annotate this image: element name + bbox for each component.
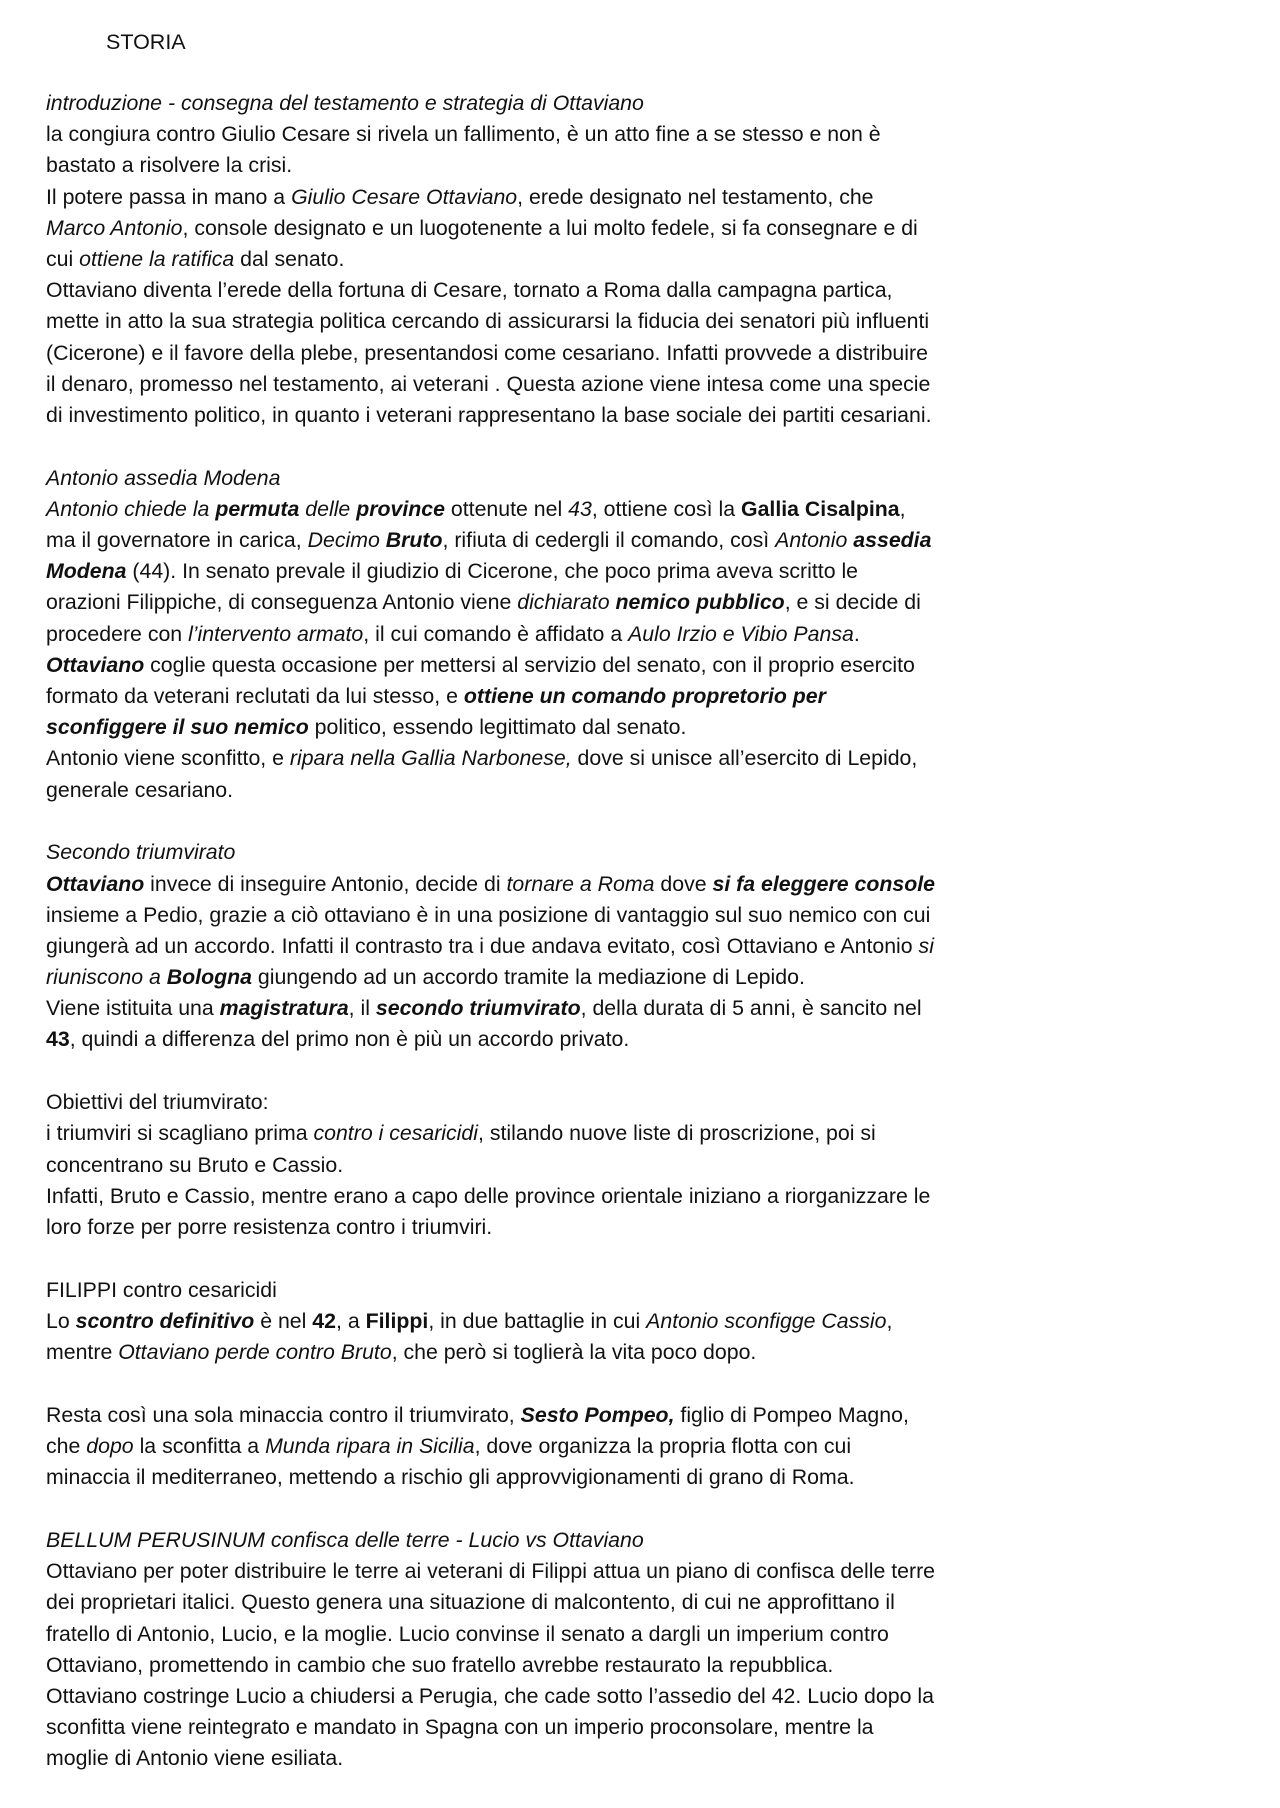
text-segment: Gallia Cisalpina xyxy=(741,496,900,521)
text-segment: (Cicerone) e il favore della plebe, presentandosi come cesariano. Infatti provvede a distribuire xyxy=(46,340,928,365)
text-segment: politico, essendo legittimato dal senato. xyxy=(308,715,687,740)
text-segment: loro forze per porre resistenza contro i triumviri. xyxy=(46,1214,493,1239)
text-segment: giungerà ad un accordo. Infatti il contrasto tra i due andava evitato, così Ottaviano e Antonio xyxy=(46,933,919,958)
text-segment: dichiarato xyxy=(517,590,616,615)
text-segment: Marco Antonio xyxy=(46,215,183,240)
text-segment: si xyxy=(918,933,934,958)
text-line xyxy=(46,1337,1046,1368)
text-segment: la sconfitta a xyxy=(133,1434,266,1459)
text-line xyxy=(46,1087,1046,1118)
text-segment: i triumviri si scagliano prima xyxy=(46,1121,314,1146)
text-line xyxy=(46,463,1046,494)
text-segment: cui xyxy=(46,246,80,271)
text-segment: invece di inseguire Antonio, decide di xyxy=(144,871,507,896)
text-segment: delle xyxy=(299,496,357,521)
text-line xyxy=(46,119,1046,150)
text-segment: Infatti, Bruto e Cassio, mentre erano a capo delle province orientale iniziano a riorganizzare le xyxy=(46,1183,931,1208)
text-segment: FILIPPI contro cesaricidi xyxy=(46,1277,277,1302)
text-segment: magistratura xyxy=(219,996,349,1021)
text-segment: secondo triumvirato xyxy=(375,996,581,1021)
text-line xyxy=(46,1275,1046,1306)
text-segment: moglie di Antonio viene esiliata. xyxy=(46,1746,344,1771)
text-line xyxy=(46,306,1046,337)
text-segment: , della durata di 5 anni, è sancito nel xyxy=(580,996,922,1021)
text-segment: è nel xyxy=(254,1308,313,1333)
text-segment: , xyxy=(899,496,906,521)
text-segment: minaccia il mediterraneo, mettendo a rischio gli approvvigionamenti di grano di Roma. xyxy=(46,1465,855,1490)
text-line xyxy=(46,650,1046,681)
text-segment: Antonio viene sconfitto, e xyxy=(46,746,290,771)
text-line xyxy=(46,1181,1046,1212)
text-segment: procedere con xyxy=(46,621,189,646)
text-line xyxy=(46,1400,1046,1431)
text-segment: sconfitta viene reintegrato e mandato in Spagna con un imperio proconsolare, mentre la xyxy=(46,1715,874,1740)
text-line xyxy=(46,837,1046,868)
text-segment: nemico pubblico xyxy=(615,590,785,615)
text-line xyxy=(46,1556,1046,1587)
text-segment: figlio di Pompeo Magno, xyxy=(674,1402,909,1427)
text-line xyxy=(46,88,1046,119)
paragraph-gap xyxy=(46,1368,1046,1400)
text-line xyxy=(46,1619,1046,1650)
text-line xyxy=(46,681,1046,712)
text-line xyxy=(46,1525,1046,1556)
text-segment: Secondo triumvirato xyxy=(46,840,236,865)
text-line xyxy=(46,150,1046,181)
text-segment: Obiettivi del triumvirato: xyxy=(46,1090,269,1115)
text-segment: che xyxy=(46,1434,87,1459)
text-segment: mette in atto la sua strategia politica cercando di assicurarsi la fiducia dei senatori più influenti xyxy=(46,309,930,334)
text-line xyxy=(46,743,1046,774)
text-segment: dei proprietari italici. Questo genera una situazione di malcontento, di cui ne approfittano il xyxy=(46,1590,895,1615)
text-segment: ma il governatore in carica, xyxy=(46,528,308,553)
text-segment: Antonio assedia Modena xyxy=(46,465,281,490)
paragraph-gap xyxy=(46,431,1046,463)
text-segment: . xyxy=(853,621,860,646)
text-segment: il denaro, promesso nel testamento, ai veterani . Questa azione viene intesa come una specie xyxy=(46,371,931,396)
text-line xyxy=(46,1150,1046,1181)
text-segment: Viene istituita una xyxy=(46,996,220,1021)
text-segment: Ottaviano xyxy=(46,652,145,677)
text-segment: la congiura contro Giulio Cesare si rivela un fallimento, è un atto fine a se stesso e non è xyxy=(46,122,881,147)
text-line xyxy=(46,1650,1046,1681)
text-segment: , in due battaglie in cui xyxy=(428,1308,647,1333)
text-segment: , e si decide di xyxy=(784,590,921,615)
text-segment: , che però si toglierà la vita poco dopo. xyxy=(391,1340,757,1365)
text-line xyxy=(46,1306,1046,1337)
text-segment: Ottaviano per poter distribuire le terre ai veterani di Filippi attua un piano di confisca delle terre xyxy=(46,1559,936,1584)
text-line xyxy=(46,775,1046,806)
text-line xyxy=(46,1743,1046,1774)
text-line xyxy=(46,182,1046,213)
text-line xyxy=(46,1431,1046,1462)
text-segment: Bologna xyxy=(166,965,252,990)
text-segment: , ottiene così la xyxy=(591,496,741,521)
text-segment: assedia xyxy=(853,528,932,553)
text-segment: mentre xyxy=(46,1340,119,1365)
text-line xyxy=(46,1681,1046,1712)
text-segment: Antonio sconfigge Cassio xyxy=(646,1308,887,1333)
text-segment: Lo xyxy=(46,1308,76,1333)
text-segment: 42 xyxy=(312,1308,336,1333)
text-segment: tornare a Roma xyxy=(506,871,655,896)
text-line xyxy=(46,619,1046,650)
text-line xyxy=(46,556,1046,587)
text-line xyxy=(46,587,1046,618)
text-segment: dove si unisce all’esercito di Lepido, xyxy=(571,746,918,771)
text-segment: scontro definitivo xyxy=(75,1308,255,1333)
text-segment: , erede designato nel testamento, che xyxy=(517,184,874,209)
document-body xyxy=(46,88,1046,1775)
text-segment: sconfiggere il suo nemico xyxy=(46,715,309,740)
text-segment: Ottaviano, promettendo in cambio che suo fratello avrebbe restaurato la repubblica. xyxy=(46,1652,834,1677)
text-segment: Filippi xyxy=(365,1308,429,1333)
text-segment: , rifiuta di cedergli il comando, così xyxy=(442,528,776,553)
text-segment: province xyxy=(356,496,445,521)
paragraph-gap xyxy=(46,1243,1046,1275)
text-segment: Ottaviano perde contro Bruto xyxy=(118,1340,392,1365)
text-line xyxy=(46,213,1046,244)
text-segment: Giulio Cesare Ottaviano xyxy=(291,184,518,209)
text-line xyxy=(46,900,1046,931)
text-line xyxy=(46,962,1046,993)
text-segment: Bruto xyxy=(385,528,443,553)
text-segment: BELLUM PERUSINUM confisca delle terre - Lucio vs Ottaviano xyxy=(46,1528,644,1553)
text-segment: Aulo Irzio e Vibio Pansa xyxy=(628,621,854,646)
text-segment: Ottaviano costringe Lucio a chiudersi a Perugia, che cade sotto l’assedio del 42. Lucio dopo la xyxy=(46,1684,934,1708)
text-segment: Sesto Pompeo, xyxy=(520,1402,675,1427)
page-title: STORIA xyxy=(106,30,186,54)
text-segment: Antonio xyxy=(775,528,854,553)
text-segment: , xyxy=(886,1308,893,1333)
text-line xyxy=(46,338,1046,369)
text-line xyxy=(46,1118,1046,1149)
paragraph-gap xyxy=(46,1493,1046,1525)
text-segment: dal senato. xyxy=(234,246,345,271)
text-line xyxy=(46,369,1046,400)
text-segment: , dove organizza la propria flotta con cui xyxy=(474,1434,852,1459)
text-segment: riuniscono a xyxy=(46,965,167,990)
text-segment: , il xyxy=(348,996,376,1021)
text-segment: ottiene la ratifica xyxy=(79,246,235,271)
text-line xyxy=(46,931,1046,962)
text-segment: (44). In senato prevale il giudizio di Cicerone, che poco prima aveva scritto le xyxy=(126,559,859,584)
text-line xyxy=(46,525,1046,556)
text-segment: dopo xyxy=(86,1434,134,1459)
text-line xyxy=(46,400,1046,431)
text-line xyxy=(46,993,1046,1024)
text-segment: Il potere passa in mano a xyxy=(46,184,292,209)
text-segment: , console designato e un luogotenente a lui molto fedele, si fa consegnare e di xyxy=(182,215,918,240)
text-line xyxy=(46,1462,1046,1493)
text-segment: di investimento politico, in quanto i veterani rappresentano la base sociale dei partiti cesariani. xyxy=(46,402,932,427)
text-segment: , stilando nuove liste di proscrizione, poi si xyxy=(478,1121,876,1146)
text-line xyxy=(46,244,1046,275)
text-segment: , quindi a differenza del primo non è più un accordo privato. xyxy=(69,1027,630,1052)
text-segment: permuta xyxy=(215,496,300,521)
text-segment: ripara nella Gallia Narbonese, xyxy=(289,746,572,771)
text-line xyxy=(46,1587,1046,1618)
text-segment: Modena xyxy=(46,559,127,584)
text-segment: si fa eleggere console xyxy=(712,871,936,896)
paragraph-gap xyxy=(46,1056,1046,1088)
paragraph-gap xyxy=(46,806,1046,838)
text-line xyxy=(46,275,1046,306)
text-segment: 43 xyxy=(568,496,592,521)
text-segment: , a xyxy=(336,1308,366,1333)
text-line xyxy=(46,1024,1046,1055)
text-segment: Ottaviano xyxy=(46,871,145,896)
text-segment: orazioni Filippiche, di conseguenza Antonio viene xyxy=(46,590,518,615)
text-segment: ottenute nel xyxy=(444,496,569,521)
text-segment: Antonio chiede la xyxy=(46,496,216,521)
text-segment: formato da veterani reclutati da lui stesso, e xyxy=(46,683,464,708)
text-segment: , il cui comando è affidato a xyxy=(363,621,629,646)
text-segment: Ottaviano diventa l’erede della fortuna di Cesare, tornato a Roma dalla campagna partica, xyxy=(46,278,893,303)
text-segment: bastato a risolvere la crisi. xyxy=(46,153,293,178)
text-segment: Munda ripara in Sicilia xyxy=(265,1434,475,1459)
text-segment: ottiene un comando propretorio per xyxy=(463,683,826,708)
text-segment: fratello di Antonio, Lucio, e la moglie. Lucio convinse il senato a dargli un imperium contro xyxy=(46,1621,889,1646)
text-segment: generale cesariano. xyxy=(46,777,234,802)
text-segment: dove xyxy=(654,871,713,896)
text-line xyxy=(46,1712,1046,1743)
text-line xyxy=(46,1212,1046,1243)
text-line xyxy=(46,712,1046,743)
text-line xyxy=(46,494,1046,525)
text-segment: Resta così una sola minaccia contro il triumvirato, xyxy=(46,1402,521,1427)
text-segment: coglie questa occasione per mettersi al servizio del senato, con il proprio esercito xyxy=(144,652,915,677)
text-segment: giungendo ad un accordo tramite la mediazione di Lepido. xyxy=(251,965,805,990)
text-segment: introduzione - consegna del testamento e strategia di Ottaviano xyxy=(46,91,644,115)
text-segment: l’intervento armato xyxy=(188,621,364,646)
text-segment: 43 xyxy=(46,1027,70,1052)
text-segment: insieme a Pedio, grazie a ciò ottaviano è in una posizione di vantaggio sul suo nemico con cui xyxy=(46,902,931,927)
text-segment: Decimo xyxy=(307,528,386,553)
text-segment: contro i cesaricidi xyxy=(313,1121,478,1146)
text-line xyxy=(46,869,1046,900)
text-segment: concentrano su Bruto e Cassio. xyxy=(46,1152,344,1177)
